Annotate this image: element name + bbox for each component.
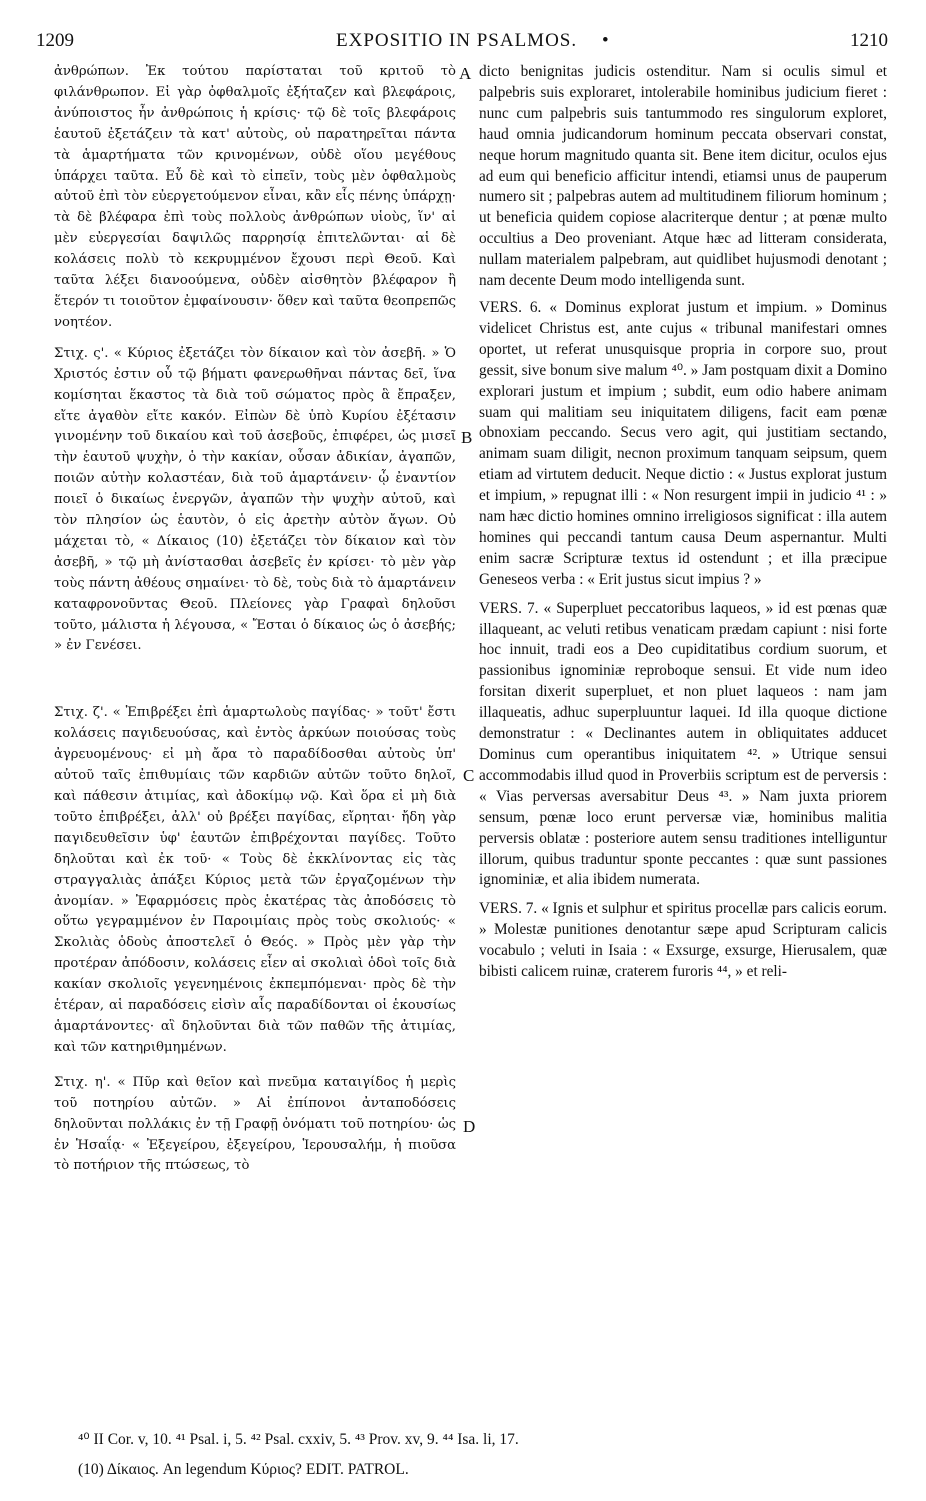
footnote-references: ⁴⁰ II Cor. v, 10. ⁴¹ Psal. i, 5. ⁴² Psal. cxxiv, 5. ⁴³ Prov. xv, 9. ⁴⁴ Isa. li, 17. bbox=[78, 1431, 519, 1448]
section-marker-c: C bbox=[463, 766, 475, 785]
header-dot: • bbox=[602, 30, 609, 51]
greek-paragraph: Στιχ. η'. « Πῦρ καὶ θεῖον καὶ πνεῦμα καταιγίδος ἡ μερὶς τοῦ ποτηρίου αὐτῶν. » Αἱ ἐπίπονοι ἀνταποδόσεις δηλοῦνται πολλάκις ἐν τῇ Γραφῇ ὀνόματι τοῦ ποτηρίου· ὡς ἐν Ἡσαΐᾳ· « Ἐξεγείρου, ἐξεγείρου, Ἱερουσαλήμ, ἡ πιοῦσα τὸ ποτήριον τῆς πτώσεως, τὸ bbox=[54, 1074, 456, 1174]
section-marker-a: A bbox=[459, 64, 472, 83]
greek-paragraph: Στιχ. ς'. « Κύριος ἐξετάζει τὸν δίκαιον καὶ τὸν ἀσεβῆ. » Ὁ Χριστός ἐστιν οὗ τῷ βήματι φανερωθῆναι πάντας δεῖ, ἵνα κομίσηται ἕκαστος τὰ διὰ τοῦ σώματος πρὸς ἃ ἔπραξεν, εἴτε ἀγαθὸν εἴτε κακόν. Εἰπὼν δὲ ὑπὸ Κυρίου ἐξέτασιν γινομένην τοῦ δικαίου καὶ τοῦ ἀσεβοῦς, ἐπιφέρει, ὡς μισεῖ τὴν ἑαυτοῦ ψυχὴν, ὁ τὴν κακίαν, οὖσαν ἀδικίαν, ἀγαπῶν, ποιῶν αὐτὴν κολαστέαν, διὰ τοῦ ἁμαρτάνειν· ᾧ ἐναντίον ποιεῖ ὁ δικαίως ἐνεργῶν, ἀγαπῶν τὴν ψυχὴν αὐτοῦ, καὶ τὸν πλησίον ὡς ἑαυτὸν, ὁ εἰς ἀρετὴν αὐτὸν ἄγων. Οὐ μάχεται τὸ, « Δίκαιος (10) ἐξετάζει τὸν δίκαιον καὶ τὸν ἀσεβῆ, » τῷ μὴ ἀνίστασθαι ἀσεβεῖς ἐν κρίσει· τὸ μὲν γὰρ τοὺς πάντη ἀθέους σημαίνει· τὸ δὲ, τοὺς διὰ τὸ ἁμαρτάνειν καταφρονοῦντας Θεοῦ. Πλείονες γὰρ Γραφαὶ δηλοῦσι τοῦτο, μάλιστα ἡ λέγουσα, « Ἔσται ὁ δίκαιος ὡς ὁ ἀσεβής; » ἐν Γενέσει. bbox=[54, 345, 456, 654]
greek-column bbox=[54, 62, 456, 1177]
latin-paragraph: VERS. 7. « Ignis et sulphur et spiritus procellæ pars calicis eorum. » Molestæ punitiones denotantur sæpe apud Scripturam calicis vocabulo ; veluti in Isaia : « Exsurge, exsurge, Hierusalem, quæ bibisti calicem ruinæ, craterem furoris ⁴⁴, » et reli- bbox=[479, 900, 887, 981]
latin-column bbox=[479, 62, 887, 983]
running-title: EXPOSITIO IN PSALMOS. bbox=[336, 30, 578, 51]
latin-paragraph: dicto benignitas judicis ostenditur. Nam si oculis simul et palpebris suis exploraret, intolerabile hominibus judicium fieret : nunc cum palpebris suis tantummodo res singulorum exploret, haud omnia judicandorum hominum peccata observari constat, neque horum magnitudo quanta sit. Bene item dicitur, oculos ejus ad eum qui beneficio afficitur intendi, etiamsi unus de pauperum numero sit ; palpebras autem ad multitudinem filiorum hominum ; ut beneficia quidem copiose alacriterque dentur ; at pœnæ multo occultius a Deo proveniant. Atque hæc ad litteram considerata, nullam materialem palpebram, aut quidlibet hujusmodi denotant ; nam decente Deum modo intelligenda sunt. bbox=[479, 63, 887, 290]
page-number-right: 1210 bbox=[850, 30, 888, 51]
latin-paragraph: VERS. 6. « Dominus explorat justum et impium. » Dominus videlicet Christus est, ante cujus « tribunal manifestari omnes oportet, ut referat unusquisque propria in corpore suo, prout gessit, sive bonum sive malum ⁴⁰. » Jam postquam dixit a Domino explorari justum et impium ; subdit, eum odio habere animam suam qui malitiam seu iniquitatem diligens, facit eam pœnæ obnoxiam peccando. Secus vero agit, qui justitiam sectando, animam suam diligit, necnon proximum tanquam seipsum, quem etiam ad virtutem deducit. Neque dictio : « Justus explorat justum et impium, » repugnat illi : « Non resurgent impii in judicio ⁴¹ : » nam hæc dictio homines omnino irreligiosos significat : illa autem homines qui peccandi tantum causa Deum aspernantur. Multi enim sacræ Scripturæ textus id ostendunt ; et illa præcipue Geneseos verba : « Erit justus sicut impius ? » bbox=[479, 298, 887, 588]
page-number-left: 1209 bbox=[36, 30, 74, 51]
section-marker-b: B bbox=[461, 428, 473, 447]
greek-paragraph: ἀνθρώπων. Ἐκ τούτου παρίσταται τοῦ κριτοῦ τὸ φιλάνθρωπον. Εἰ γὰρ ὀφθαλμοῖς ἐξήταζεν καὶ βλεφάροις, ἀνύποιστος ἦν ἀνθρώποις ἡ κρίσις· τῷ δὲ τοῖς βλεφάροις ἑαυτοῦ ἐξετάζειν τὰ κατ' αὐτοὺς, οὐ παρατηρεῖται πάντα τὰ ἁμαρτήματα τῶν κρινομένων, οὐδὲ οἵου μεγέθους ὑπάρχει ταῦτα. Εὖ δὲ καὶ τὸ εἰπεῖν, τοὺς μὲν ὀφθαλμοὺς αὐτοῦ ἐπὶ τὸν εὐεργετούμενον εἶναι, κἂν εἷς πένης ὑπάρχῃ· τὰ δὲ βλέφαρα ἐπὶ τοὺς πολλοὺς ἀνθρώπων υἱοὺς, ἵν' αἱ μὲν εὐεργεσίαι δαψιλῶς παρρησίᾳ ἐπιτελῶνται· αἱ δὲ κολάσεις πολὺ τὸ κεκρυμμένον ἔχουσι περὶ Θεοῦ. Καὶ ταῦτα λέξει διανοούμενα, οὐδὲν αἰσθητὸν βλέφαρον ἢ ἕτερόν τι τοιοῦτον ἐμφαίνουσιν· ὅθεν καὶ ταῦτα θεοπρεπῶς νοητέον. bbox=[54, 64, 456, 330]
editorial-note: (10) Δίκαιος. An legendum Κύριος? EDIT. PATROL. bbox=[78, 1461, 409, 1478]
section-marker-d: D bbox=[463, 1117, 476, 1136]
page-header bbox=[36, 30, 888, 58]
greek-paragraph: Στιχ. ζ'. « Ἐπιβρέξει ἐπὶ ἁμαρτωλοὺς παγίδας· » τοῦτ' ἔστι κολάσεις παγιδευούσας, καὶ ἐντὸς ἀρκύων ποιούσας τοὺς ἀγρευομένους· εἰ μὴ ἄρα τὸ παραδίδοσθαι αὐτοὺς ὑπ' αὐτοῦ ταῖς ἐπιθυμίαις τῶν καρδιῶν αὐτῶν τοῦτο δηλοῖ, καὶ πάθεσιν ἀτιμίας, καὶ ἀδοκίμῳ νῷ. Καὶ ὅρα εἰ μὴ διὰ τοῦτο ἐπιβρέξει, ἀλλ' οὐ βρέξει παγίδας, εἴρηται· ἤδη γὰρ παγιδευθεῖσιν ὑφ' ἑαυτῶν ἐπιβρέχονται παγίδες. Τοῦτο δηλοῦται καὶ ἐκ τοῦ· « Τοὺς δὲ ἐκκλίνοντας εἰς τὰς στραγγαλιὰς ἀπάξει Κύριος μετὰ τῶν ἐργαζομένων τὴν ἀνομίαν. » Ἐφαρμόσεις πρὸς ἑκατέρας τὰς ἀποδόσεις τὸ οὕτω γεγραμμένον ἐν Παροιμίαις πρὸς τοὺς σκολιούς· « Σκολιὰς ὁδοὺς ἀποστελεῖ ὁ Θεός. » Πρὸς μὲν γὰρ τὴν προτέραν ἀπόδοσιν, κολάσεις εἶεν αἱ σκολιαὶ ὁδοὶ τοῖς διὰ κακίαν σκολιοῖς γεγενημένοις ἐκπεμπόμεναι· πρὸς δὲ τὴν ἑτέραν, αἱ παραδόσεις εἰσὶν αἷς παραδίδονται οἱ ἑκουσίως ἁμαρτάνοντες· αἳ δηλοῦνται διὰ τῶν παθῶν τῆς ἀτιμίας, καὶ τῶν κατηριθμημένων. bbox=[54, 705, 456, 1055]
latin-paragraph: VERS. 7. « Superpluet peccatoribus laqueos, » id est pœnas quæ illaqueant, ac veluti retibus venaticam prædam capiunt : nisi forte hoc innuit, tradi eos a Deo cupiditatibus cordium suorum, et passionibus ignominiæ reproboque sensui. Et vide num ideo forsitan dixerit superpluet, et non pluet laqueos : nam jam illaqueatis, adhuc superpluuntur laquei. Id illa quoque dictione demonstratur : « Declinantes autem in obliquitates adducet Dominus cum operantibus iniquitatem ⁴². » Utrique sensui accommodabis illud quod in Proverbiis scriptum est de perversis : « Vias perversas aversabitur Deus ⁴³. » Nam juxta priorem sensum, pœnæ loco erunt perversæ viæ, hominibus malitia perversis oblatæ : posteriore autem sensu traditiones intelliguntur illorum, quibus traduntur sponte peccantes : quæ sunt passiones ignominiæ, et alia ibidem numerata. bbox=[479, 599, 887, 889]
